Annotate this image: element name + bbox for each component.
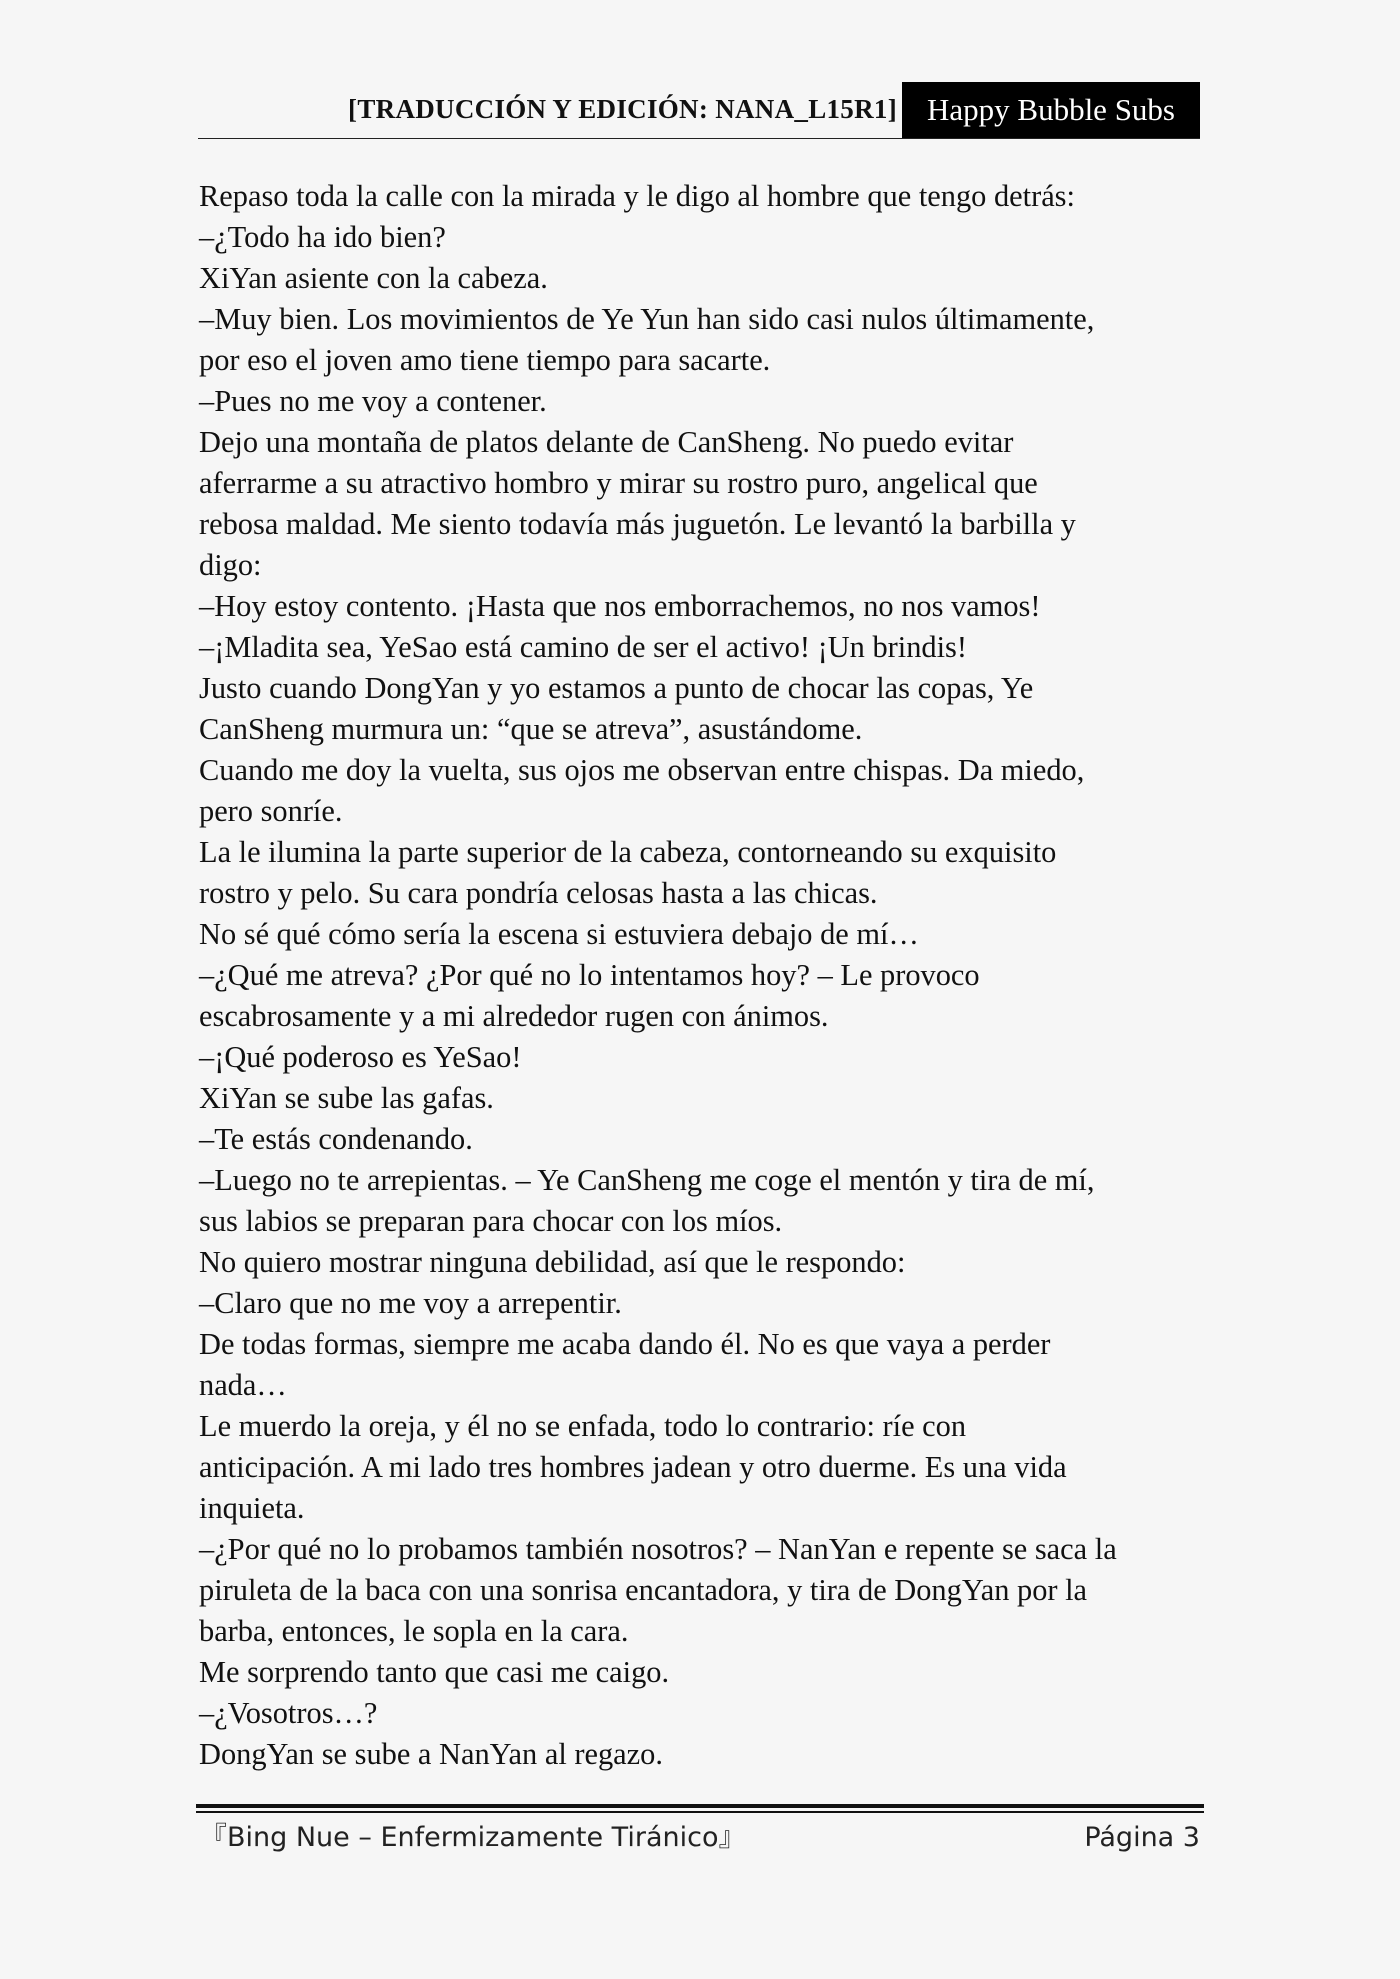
text-line: –¿Qué me atreva? ¿Por qué no lo intentamos hoy? – Le provoco	[199, 958, 980, 992]
text-line: Justo cuando DongYan y yo estamos a punto de chocar las copas, Ye	[199, 671, 1034, 705]
footer-book-title: 『Bing Nue – Enfermizamente Tiránico』	[200, 1822, 746, 1853]
text-line: rostro y pelo. Su cara pondría celosas hasta a las chicas.	[199, 876, 878, 910]
text-line: escabrosamente y a mi alrededor rugen con ánimos.	[199, 999, 829, 1033]
body-text	[199, 176, 1209, 1775]
text-line: XiYan asiente con la cabeza.	[199, 261, 548, 295]
text-line: –¡Mladita sea, YeSao está camino de ser el activo! ¡Un brindis!	[199, 630, 968, 664]
text-line: barba, entonces, le sopla en la cara.	[199, 1614, 629, 1648]
text-line: XiYan se sube las gafas.	[199, 1081, 494, 1115]
text-line: CanSheng murmura un: “que se atreva”, asustándome.	[199, 712, 863, 746]
text-line: –Hoy estoy contento. ¡Hasta que nos emborrachemos, no nos vamos!	[199, 589, 1041, 623]
text-line: –¿Vosotros…?	[199, 1696, 378, 1730]
text-line: pero sonríe.	[199, 794, 343, 828]
text-line: –Claro que no me voy a arrepentir.	[199, 1286, 622, 1320]
text-line: –Pues no me voy a contener.	[199, 384, 547, 418]
text-line: –¿Por qué no lo probamos también nosotros? – NanYan e repente se saca la	[199, 1532, 1117, 1566]
brand-label: Happy Bubble Subs	[902, 82, 1200, 138]
footer-divider-thin	[196, 1811, 1204, 1813]
text-line: Le muerdo la oreja, y él no se enfada, todo lo contrario: ríe con	[199, 1409, 967, 1443]
page-header	[198, 82, 1200, 139]
text-line: No quiero mostrar ninguna debilidad, así que le respondo:	[199, 1245, 906, 1279]
text-line: –¿Todo ha ido bien?	[199, 220, 446, 254]
text-line: –¡Qué poderoso es YeSao!	[199, 1040, 522, 1074]
text-line: No sé qué cómo sería la escena si estuviera debajo de mí…	[199, 917, 919, 951]
text-line: La le ilumina la parte superior de la cabeza, contorneando su exquisito	[199, 835, 1057, 869]
text-line: DongYan se sube a NanYan al regazo.	[199, 1737, 663, 1771]
text-line: –Muy bien. Los movimientos de Ye Yun han sido casi nulos últimamente,	[199, 302, 1095, 336]
text-line: De todas formas, siempre me acaba dando él. No es que vaya a perder	[199, 1327, 1051, 1361]
text-line: Repaso toda la calle con la mirada y le digo al hombre que tengo detrás:	[199, 179, 1075, 213]
text-line: inquieta.	[199, 1491, 305, 1525]
footer-divider-thick	[196, 1804, 1204, 1808]
text-line: Cuando me doy la vuelta, sus ojos me observan entre chispas. Da miedo,	[199, 753, 1085, 787]
text-line: digo:	[199, 548, 262, 582]
page-number: Página 3	[1084, 1822, 1200, 1853]
text-line: por eso el joven amo tiene tiempo para sacarte.	[199, 343, 771, 377]
text-line: sus labios se preparan para chocar con los míos.	[199, 1204, 783, 1238]
text-line: Me sorprendo tanto que casi me caigo.	[199, 1655, 670, 1689]
text-line: Dejo una montaña de platos delante de CanSheng. No puedo evitar	[199, 425, 1014, 459]
text-line: –Luego no te arrepientas. – Ye CanSheng me coge el mentón y tira de mí,	[199, 1163, 1095, 1197]
text-line: rebosa maldad. Me siento todavía más juguetón. Le levantó la barbilla y	[199, 507, 1076, 541]
text-line: nada…	[199, 1368, 287, 1402]
text-line: anticipación. A mi lado tres hombres jadean y otro duerme. Es una vida	[199, 1450, 1067, 1484]
text-line: aferrarme a su atractivo hombro y mirar su rostro puro, angelical que	[199, 466, 1038, 500]
text-line: –Te estás condenando.	[199, 1122, 473, 1156]
text-line: piruleta de la baca con una sonrisa encantadora, y tira de DongYan por la	[199, 1573, 1088, 1607]
translation-credit: [TRADUCCIÓN Y EDICIÓN: NANA_L15R1]	[348, 94, 897, 124]
